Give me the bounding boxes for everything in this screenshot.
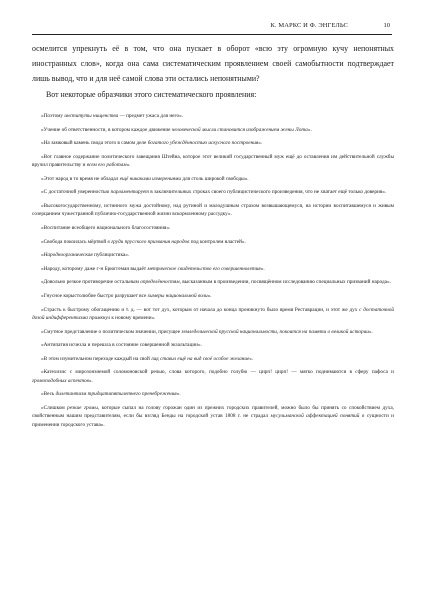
italic-phrase: дилетантизм тридцатипятилетнего пренебрежения xyxy=(55,391,177,398)
quotation-item xyxy=(32,368,394,385)
lead-paragraph-1: осмелится упрекнуть её в том, что она пускает в оборот «всю эту огромную кучу непонятных иностранных слов», когда она сама систематическим проявлением своей самобытности подтверждает лишь вывод, что и для неё самой слова эти остались непонятными? xyxy=(32,44,394,84)
quotation-item xyxy=(32,139,394,147)
quote-text: ». xyxy=(207,292,212,299)
quote-text: ». xyxy=(260,265,265,272)
italic-phrase: ещё никакими измерениями xyxy=(119,175,181,182)
quotation-item xyxy=(32,251,394,259)
quote-text: «Высокогосударственному, истинного мужа достойному, над рутиной и малодушным страхом возвышающемуся, на истории воспитавшемуся и живым созерцанием чужестранной публично-государственной жизни вскормленному рассудку». xyxy=(32,202,394,218)
quote-text: , высказанным в произведении, посвящённом исследованию специальных призваний народа». xyxy=(179,279,391,286)
quote-text: «Антипатия исчезла и перешла в состояние совершенной экзальтации». xyxy=(41,342,202,349)
italic-phrase: ставил ещё на вид своё особое желание xyxy=(160,355,250,362)
quote-text: «Вот главное содержание политического завещания Штейна, которое этот великий государственный муж ещё до оставления им действительной службы вручил правительству и xyxy=(32,153,394,169)
italic-phrase: химеры национальной воли xyxy=(147,292,208,299)
quote-text: «Свобода покоилась мёртвой xyxy=(41,238,108,245)
quote-text: под контролем властей». xyxy=(189,238,246,245)
italic-phrase: резкие громы xyxy=(67,404,98,411)
quote-text: ». xyxy=(368,328,373,335)
quote-text: «Народу, которому даже г-н Брюггеман выдаёт xyxy=(41,265,148,272)
quote-text: ». xyxy=(176,391,181,398)
quote-text: «Довольно резкое противоречие остальным xyxy=(41,279,141,286)
quote-text: «Воспитание всеобщего национального благосостояния». xyxy=(41,224,171,231)
italic-phrase: земледельческой прусской национальности, покоится на памяти о великой истории xyxy=(181,328,369,335)
quote-text: «Гнусное корыстолюбие быстро разрушает все xyxy=(41,292,148,299)
quotation-item xyxy=(32,153,394,170)
quote-text: «Катехизис с мирозонзиемой соломоновской речью, слова которого, подобно голубю — цирп! цирп! — мягко поднимаются в сферу пафоса и xyxy=(41,369,394,376)
quote-text: «С достаточной уверенностью xyxy=(41,189,111,196)
italic-phrase: с достаточной дозой индифферентизма примкнул xyxy=(32,306,395,321)
italic-phrase: парламентирует xyxy=(110,189,149,196)
quotation-item xyxy=(32,126,394,134)
quote-text: , которые сыпал на голову горожан один из прежних городских правителей, можно было бы принять со спокойствием духа, свойственным нашим представителям, если бы взгляд Бенды на городской устав 1808 г. не страдал xyxy=(32,404,394,420)
quotation-item xyxy=(32,341,394,349)
quotation-item xyxy=(32,404,394,429)
quote-text: «Смутное представление о политическом значении, присущее xyxy=(41,328,182,335)
quotation-item xyxy=(32,202,394,219)
quote-text: ». xyxy=(126,162,131,169)
quote-text: «На замковый камень свода этого в самом деле xyxy=(41,140,148,147)
quote-text: ». xyxy=(88,377,93,384)
quote-text: ». xyxy=(258,140,263,147)
running-head-author: К. МАРКС И Ф. ЭНГЕЛЬС xyxy=(270,22,348,29)
italic-phrase: институты нищенства xyxy=(64,113,119,119)
quote-text: публицистика». xyxy=(92,252,130,259)
quote-text: «Весь xyxy=(41,391,56,398)
quote-text: «Страсть к быстрому обогащению и т. д. — вот тот дух, которым от начала до конца проникнуто было время Реставрации, и этот же дух xyxy=(41,306,360,313)
quotation-item xyxy=(32,238,394,246)
quotation-item xyxy=(32,328,394,336)
quotation-item xyxy=(32,390,394,398)
quotation-item xyxy=(32,224,394,232)
quote-text: «Слишком xyxy=(41,404,68,411)
lead-text xyxy=(32,41,394,102)
italic-phrase: громоподобных аспектов xyxy=(32,377,89,384)
quote-text: ». xyxy=(307,126,312,133)
quotation-item xyxy=(32,355,394,363)
italic-phrase: всем его работам xyxy=(86,162,127,169)
quote-text: «Поэтому xyxy=(41,113,65,119)
quotation-item xyxy=(32,188,394,196)
quotation-item xyxy=(32,175,394,183)
lead-paragraph-2: Вот некоторые образчики этого систематического проявления: xyxy=(46,89,257,99)
italic-phrase: в груди прусского призвания народов xyxy=(107,238,190,245)
quotation-item xyxy=(32,278,394,286)
quote-text: «Этот народ в то время не обладал xyxy=(41,175,120,182)
quote-text: — предмет ужаса для него». xyxy=(118,113,184,119)
quote-text: для столь широкой свободы». xyxy=(181,175,249,182)
quote-text: «Учение об ответственности, в котором каждое движение xyxy=(41,126,172,133)
quote-text: о сущности и применении городского устава». xyxy=(32,413,394,428)
quotation-item xyxy=(32,292,394,300)
quotation-list xyxy=(32,112,394,434)
quote-text: в заключительных строках своего публицистического произведения, что не хватает ещё только доверия». xyxy=(148,189,387,196)
italic-phrase: человеческой мысли становится изображением жены Лота xyxy=(171,126,308,133)
quotation-item xyxy=(32,112,394,120)
quote-text: « xyxy=(41,252,44,259)
quote-text: к новому времени». xyxy=(110,314,156,321)
italic-phrase: Народноорганическая xyxy=(43,252,93,259)
quotation-item xyxy=(32,306,394,323)
quote-text: ». xyxy=(249,355,254,362)
italic-phrase: метрическое свидетельство его совершеннолетия xyxy=(147,265,261,272)
italic-phrase: определённостям xyxy=(140,279,180,286)
page-header xyxy=(32,22,392,35)
italic-phrase: богатого убеждённостью искусного построения xyxy=(147,140,259,147)
italic-phrase: мусульманской аффектацией понятий xyxy=(270,413,360,420)
page-number: 10 xyxy=(383,22,390,29)
quote-text: «В этом изумительном переходе каждый на свой лад xyxy=(41,355,161,362)
quotation-item xyxy=(32,265,394,273)
